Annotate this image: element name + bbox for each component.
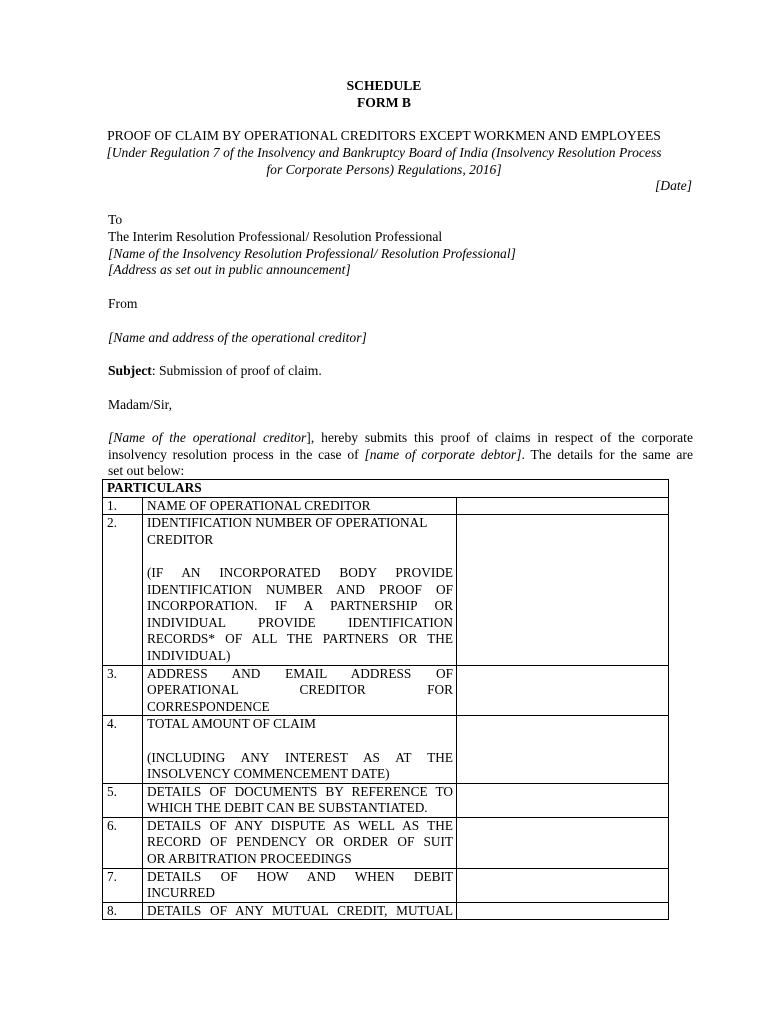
- subject-line: [108, 363, 322, 379]
- to-recipient: The Interim Resolution Professional/ Resolution Professional: [108, 229, 443, 244]
- table-header: PARTICULARS: [103, 480, 669, 498]
- table-row: 4. TOTAL AMOUNT OF CLAIM (INCLUDING ANY INTEREST AS AT THE INSOLVENCY COMMENCEMENT DATE): [103, 716, 669, 783]
- table-row: 8. DETAILS OF ANY MUTUAL CREDIT, MUTUAL: [103, 902, 669, 920]
- table-header-row: [103, 480, 669, 498]
- table-row: 6. DETAILS OF ANY DISPUTE AS WELL AS THE RECORD OF PENDENCY OR ORDER OF SUIT OR ARBITRATION PROCEEDINGS: [103, 817, 669, 868]
- from-placeholder: [Name and address of the operational creditor]: [108, 330, 367, 345]
- schedule-heading: SCHEDULE: [346, 78, 422, 93]
- value-cell: [457, 817, 669, 868]
- value-cell: [457, 497, 669, 515]
- form-title: PROOF OF CLAIM BY OPERATIONAL CREDITORS EXCEPT WORKMEN AND EMPLOYEES: [107, 128, 661, 143]
- value-cell: [457, 902, 669, 920]
- value-cell: [457, 665, 669, 716]
- to-address-placeholder: [Address as set out in public announcement]: [108, 262, 351, 277]
- date-placeholder: [Date]: [654, 178, 692, 193]
- table-row: 5. DETAILS OF DOCUMENTS BY REFERENCE TO WHICH THE DEBIT CAN BE SUBSTANTIATED.: [103, 783, 669, 817]
- subject-text: : Submission of proof of claim.: [151, 363, 322, 378]
- debtor-name-placeholder: [name of corporate debtor]: [364, 447, 522, 462]
- value-cell: [457, 868, 669, 902]
- to-label: To: [108, 212, 123, 227]
- table-row: 2. IDENTIFICATION NUMBER OF OPERATIONAL CREDITOR (IF AN INCORPORATED BODY PROVIDE IDENTIFICATION NUMBER AND PROOF OF INCORPORATION. IF A PARTNERSHIP OR INDIVIDUAL PROVIDE IDENTIFICATION RECORDS* OF ALL THE PARTNERS OR THE INDIVIDUAL): [103, 515, 669, 665]
- salutation: Madam/Sir,: [108, 397, 173, 412]
- table-row: 3. ADDRESS AND EMAIL ADDRESS OF OPERATIONAL CREDITOR FOR CORRESPONDENCE: [103, 665, 669, 716]
- creditor-name-placeholder: [Name of the operational creditor: [108, 430, 307, 445]
- from-label: From: [108, 296, 138, 311]
- body-line-3: set out below:: [108, 463, 185, 478]
- particulars-table: [102, 479, 669, 920]
- form-heading: FORM B: [357, 95, 411, 110]
- regulation-line-1: [Under Regulation 7 of the Insolvency and Bankruptcy Board of India (Insolvency Resolution Process: [106, 145, 662, 160]
- to-name-placeholder: [Name of the Insolvency Resolution Professional/ Resolution Professional]: [108, 246, 516, 261]
- body-line-2: insolvency resolution process in the case of [name of corporate debtor]. The details for the same are: [108, 447, 693, 462]
- subject-label: Subject: [108, 363, 152, 378]
- body-line-1: [Name of the operational creditor], hereby submits this proof of claims in respect of the corporate: [108, 430, 693, 445]
- value-cell: [457, 716, 669, 783]
- regulation-line-2: for Corporate Persons) Regulations, 2016]: [266, 162, 502, 177]
- value-cell: [457, 783, 669, 817]
- table-row: 1. NAME OF OPERATIONAL CREDITOR: [103, 497, 669, 515]
- table-row: 7. DETAILS OF HOW AND WHEN DEBIT INCURRED: [103, 868, 669, 902]
- value-cell: [457, 515, 669, 665]
